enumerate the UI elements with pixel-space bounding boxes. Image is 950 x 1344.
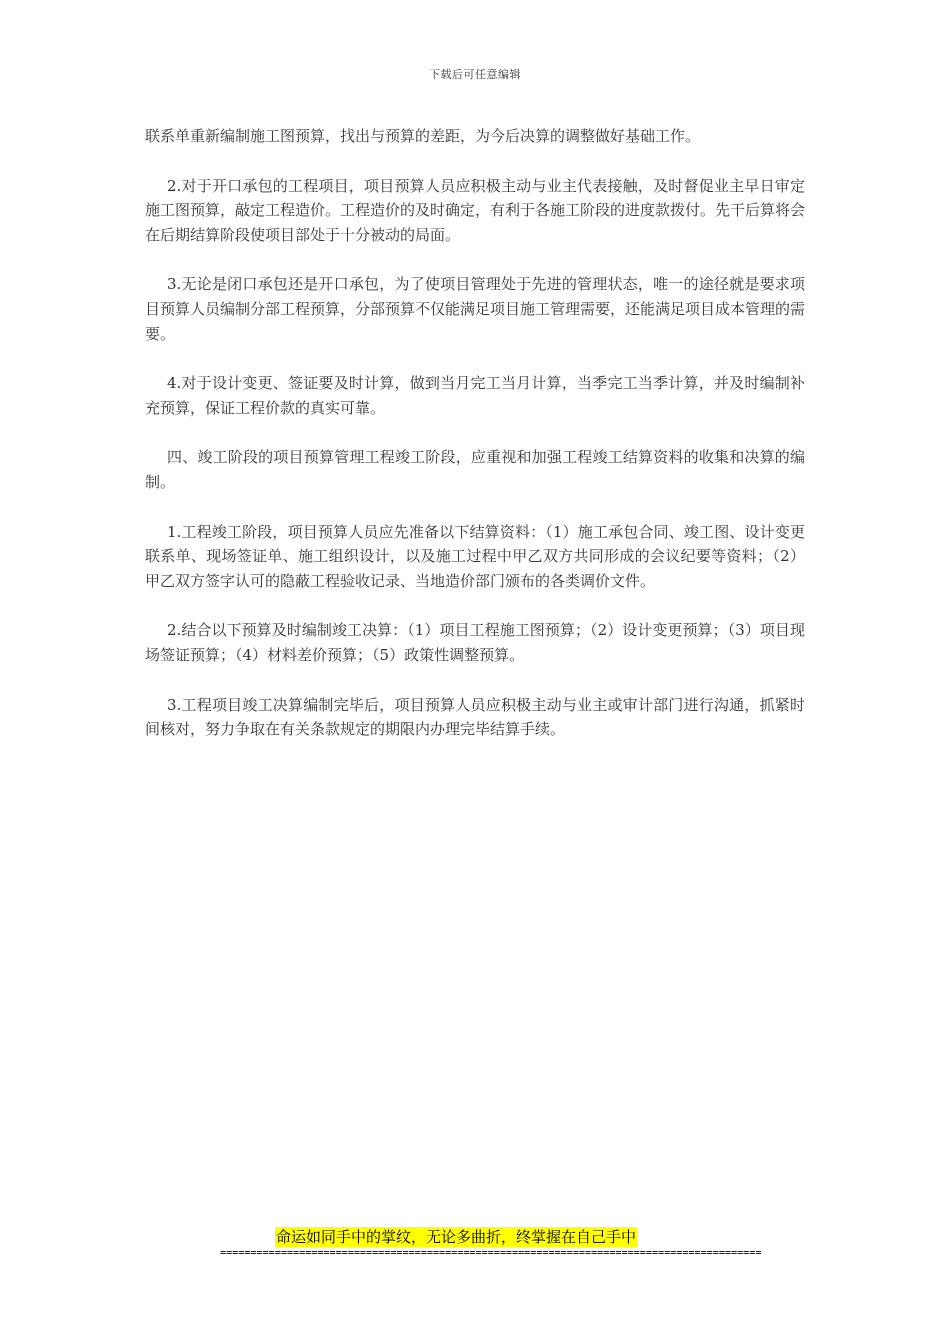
section-heading-paragraph: 四、竣工阶段的项目预算管理工程竣工阶段，应重视和加强工程竣工结算资料的收集和决算的编制。 (145, 448, 805, 491)
page-header: 下载后可任意编辑 (429, 68, 521, 81)
paragraph-item-2b: 2.结合以下预算及时编制竣工决算：（1）项目工程施工图预算；（2）设计变更预算；（3）项目现场签证预算；（4）材料差价预算；（5）政策性调整预算。 (145, 621, 805, 664)
paragraph-item-3: 3.无论是闭口承包还是开口承包，为了使项目管理处于先进的管理状态，唯一的途径就是要求项目预算人员编制分部工程预算，分部预算不仅能满足项目施工管理需要，还能满足项目成本管理的需要。 (145, 275, 806, 343)
paragraph-item-4: 4.对于设计变更、签证要及时计算，做到当月完工当月计算，当季完工当季计算，并及时编制补充预算，保证工程价款的真实可靠。 (145, 374, 805, 417)
footer-divider: ========================================================================================= (220, 1248, 762, 1259)
document-body (145, 124, 805, 767)
footer-motto: 命运如同手中的掌纹，无论多曲折，终掌握在自己手中 (276, 1228, 637, 1246)
paragraph-item-1: 1.工程竣工阶段，项目预算人员应先准备以下结算资料：（1）施工承包合同、竣工图、设计变更联系单、现场签证单、施工组织设计，以及施工过程中甲乙双方共同形成的会议纪要等资料；（2）甲乙双方签字认可的隐蔽工程验收记录、当地造价部门颁布的各类调价文件。 (145, 522, 805, 590)
paragraph-continuation: 联系单重新编制施工图预算，找出与预算的差距，为今后决算的调整做好基础工作。 (145, 127, 701, 145)
paragraph-item-2: 2.对于开口承包的工程项目，项目预算人员应积极主动与业主代表接触，及时督促业主早日审定施工图预算，敲定工程造价。工程造价的及时确定，有利于各施工阶段的进度款拨付。先干后算将会在后期结算阶段使项目部处于十分被动的局面。 (145, 176, 806, 244)
paragraph-item-3b: 3.工程项目竣工决算编制完毕后，项目预算人员应积极主动与业主或审计部门进行沟通，抓紧时间核对，努力争取在有关条款规定的期限内办理完毕结算手续。 (145, 695, 805, 739)
